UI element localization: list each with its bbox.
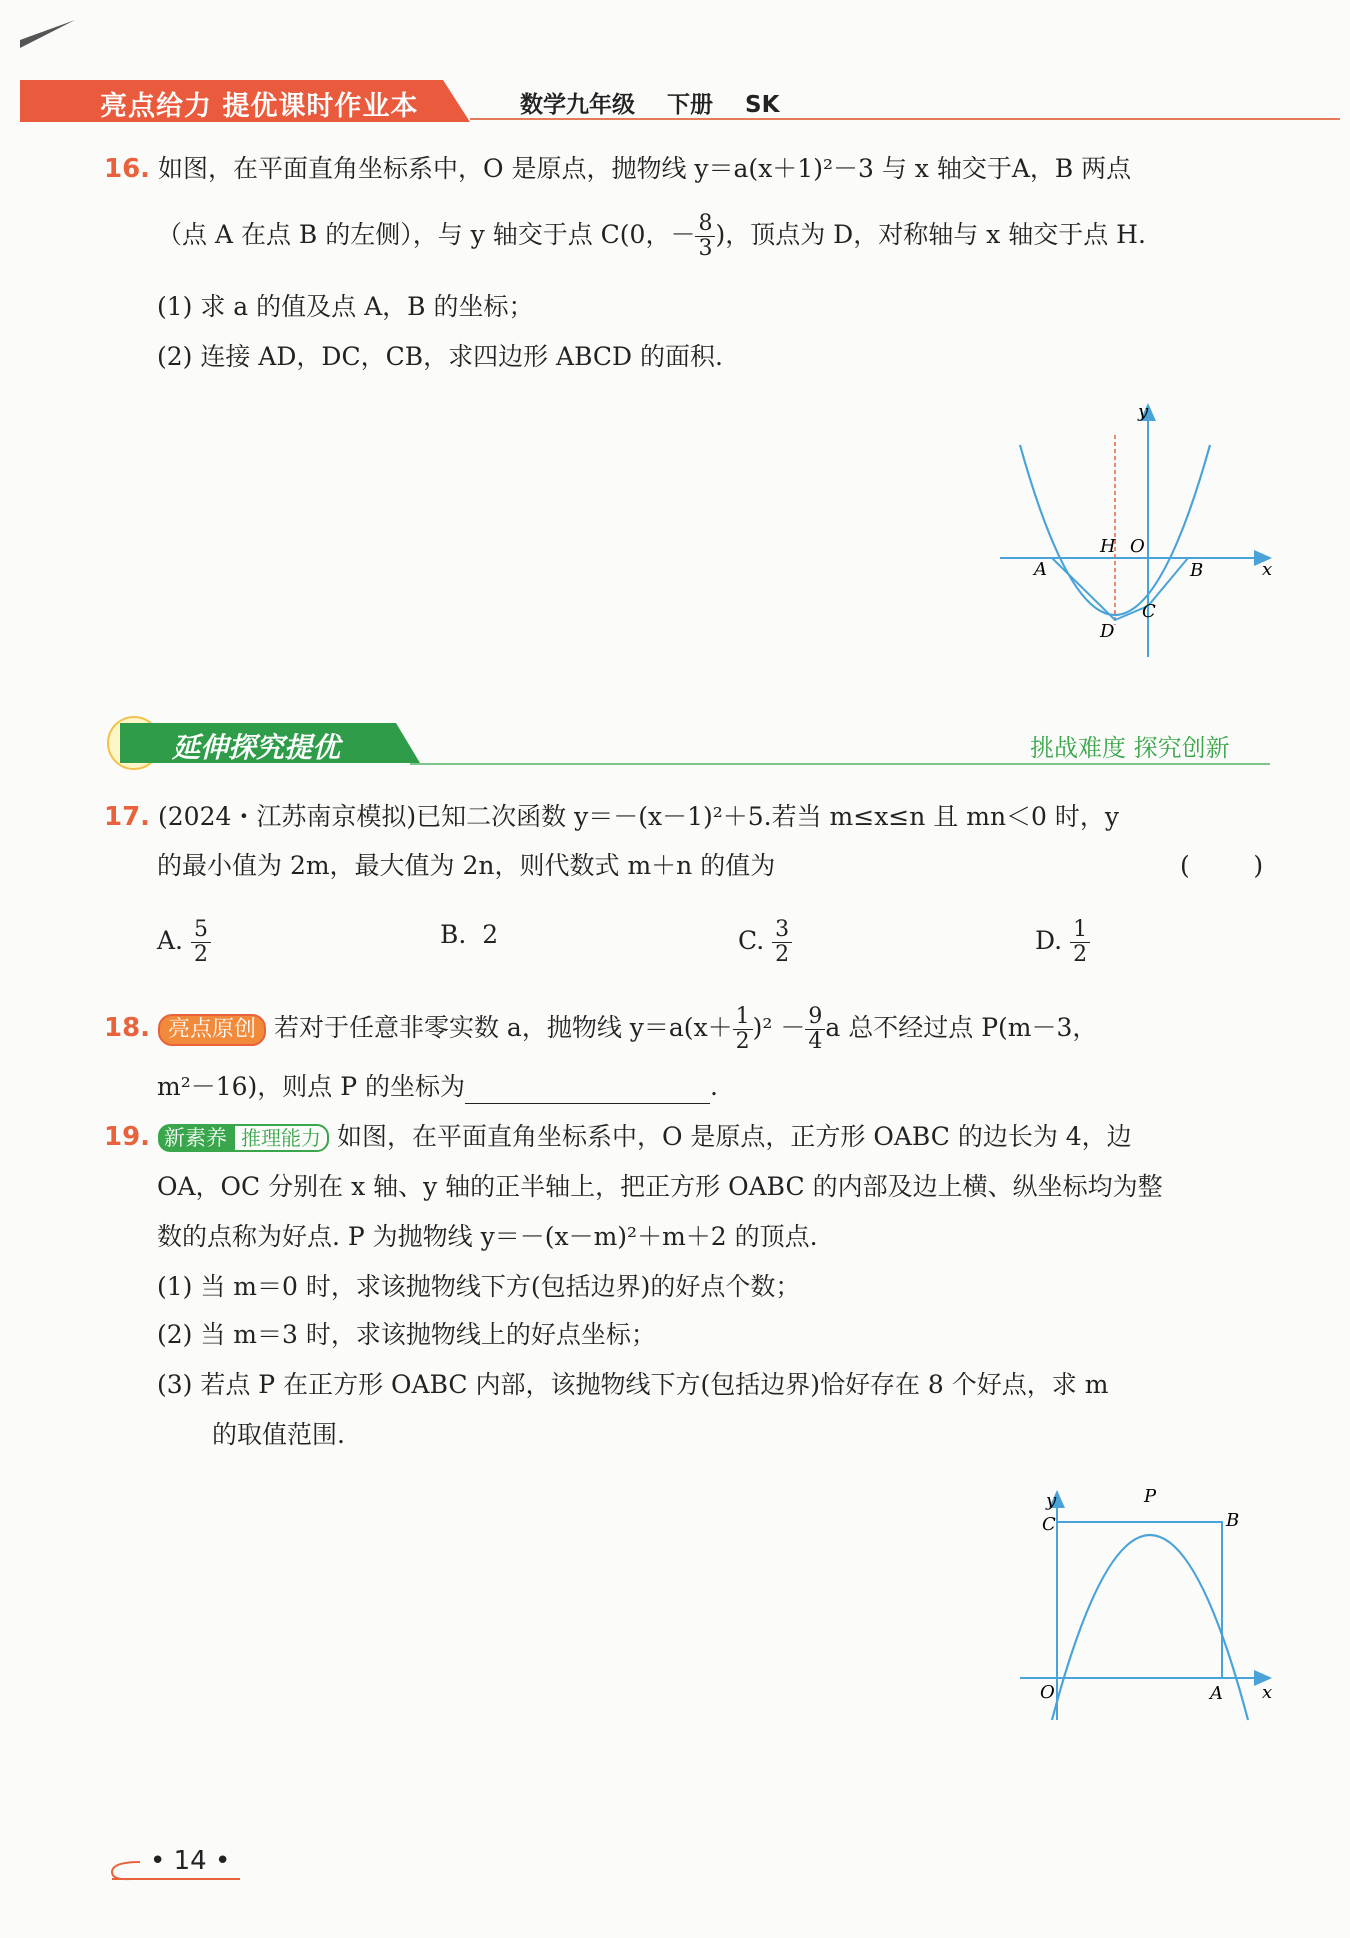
figure-19-square-parabola	[1010, 1480, 1280, 1730]
label-O: O	[1040, 1682, 1055, 1703]
option-D: D. $\frac{1}{2}$	[1035, 918, 1090, 967]
problem-17-line1	[104, 800, 1119, 834]
label-y: y	[1138, 401, 1149, 422]
section-title: 延伸探究提优	[172, 731, 341, 764]
figure-16-parabola	[990, 395, 1280, 665]
label-B: B	[1190, 560, 1204, 581]
problem-19-q1: (1) 当 m＝0 时，求该抛物线下方(包括边界)的好点个数；	[157, 1272, 801, 1301]
answer-paren: ( )	[1180, 851, 1264, 880]
option-C: C. $\frac{3}{2}$	[738, 918, 792, 967]
label-C: C	[1042, 1514, 1056, 1535]
label-x: x	[1262, 559, 1273, 580]
option-B: B. 2	[440, 920, 499, 949]
page-number: • 14 •	[150, 1846, 231, 1876]
label-y: y	[1046, 1490, 1057, 1511]
problem-text: （点 A 在点 B 的左侧），与 y 轴交于点 C(0，－	[157, 220, 696, 249]
problem-number: 17.	[104, 802, 151, 832]
quadrilateral-ABCD	[1052, 558, 1188, 620]
label-C: C	[1142, 601, 1156, 622]
label-D: D	[1100, 621, 1115, 642]
problem-text: 如图，在平面直角坐标系中，O 是原点，正方形 OABC 的边长为 4，边	[336, 1122, 1132, 1151]
problem-18-line1: 18. 亮点原创 若对于任意非零实数 a，抛物线 y＝a(x＋ $\frac{1}{2}$ )² － $\frac{9}{4}$ a 总不经过点 P(m－3，	[104, 1004, 1098, 1054]
problem-19-q3: (3) 若点 P 在正方形 OABC 内部，该抛物线下方(包括边界)恰好存在 8 个好点，求 m	[157, 1370, 1109, 1399]
problem-text: 若对于任意非零实数 a，抛物线 y＝a(x＋	[273, 1013, 733, 1042]
label-A: A	[1210, 1683, 1223, 1704]
problem-16-line2	[157, 212, 1146, 261]
corner-fold-decoration	[20, 20, 80, 50]
answer-blank[interactable]	[465, 1077, 710, 1104]
section-rule	[410, 763, 1270, 765]
problem-text: )，顶点为 D，对称轴与 x 轴交于点 H.	[715, 220, 1146, 249]
square-OABC	[1057, 1522, 1222, 1678]
problem-16-q1: (1) 求 a 的值及点 A，B 的坐标；	[157, 292, 534, 321]
reasoning-badge: 推理能力	[233, 1124, 329, 1152]
page-number-rule	[112, 1878, 240, 1880]
problem-18-line2: m²－16)，则点 P 的坐标为 .	[157, 1070, 718, 1104]
problem-number: 19.	[104, 1122, 151, 1152]
label-O: O	[1130, 536, 1145, 557]
problem-17-line2: 的最小值为 2m，最大值为 2n，则代数式 m＋n 的值为	[157, 851, 776, 880]
problem-19-line2: OA，OC 分别在 x 轴、y 轴的正半轴上，把正方形 OABC 的内部及边上横、纵坐标均为整	[157, 1172, 1163, 1201]
problem-19-line1	[104, 1120, 1132, 1154]
label-P: P	[1144, 1486, 1157, 1507]
series-brand: 亮点给力 提优课时作业本	[100, 91, 419, 122]
problem-number: 18.	[104, 1013, 151, 1043]
fraction: $\frac{8}{3}$	[695, 212, 715, 261]
label-H: H	[1100, 536, 1116, 557]
problem-16-q2: (2) 连接 AD，DC，CB，求四边形 ABCD 的面积.	[157, 342, 723, 371]
header-rule	[470, 118, 1340, 120]
original-badge: 亮点原创	[158, 1014, 266, 1046]
problem-text: (2024・江苏南京模拟)已知二次函数 y＝－(x－1)²＋5.若当 m≤x≤n 且 mn＜0 时，y	[158, 802, 1120, 831]
section-subtitle: 挑战难度 探究创新	[1030, 734, 1230, 762]
problem-19-q3-cont: 的取值范围.	[212, 1420, 345, 1449]
problem-text: 如图，在平面直角坐标系中，O 是原点，抛物线 y＝a(x＋1)²－3 与 x 轴交于A，B 两点	[158, 154, 1132, 183]
problem-number: 16.	[104, 154, 151, 184]
option-A: A. $\frac{5}{2}$	[157, 918, 211, 967]
label-A: A	[1034, 559, 1047, 580]
problem-16-line1	[104, 152, 1131, 186]
new-literacy-badge: 新素养	[158, 1124, 233, 1152]
book-title: 数学九年级 下册 SK	[520, 92, 780, 118]
label-B: B	[1226, 1510, 1240, 1531]
problem-19-line3: 数的点称为好点. P 为抛物线 y＝－(x－m)²＋m＋2 的顶点.	[157, 1222, 818, 1251]
label-x: x	[1262, 1682, 1273, 1703]
problem-19-q2: (2) 当 m＝3 时，求该抛物线上的好点坐标；	[157, 1320, 656, 1349]
